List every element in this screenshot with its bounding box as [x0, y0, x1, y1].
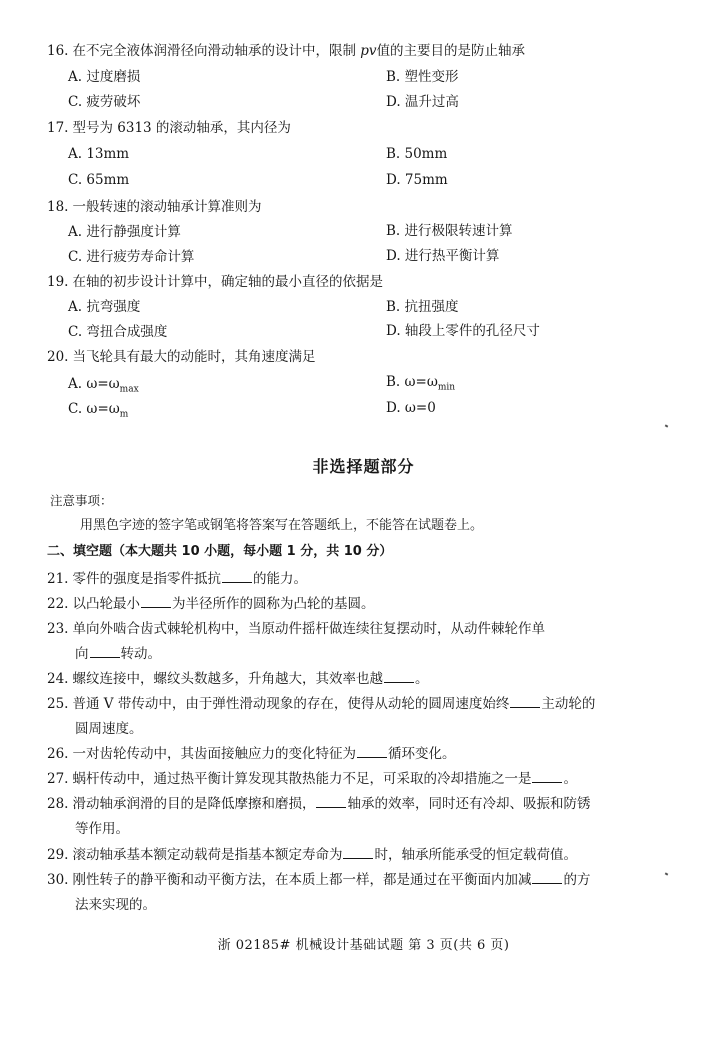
- question-19-option-d: D. 轴段上零件的孔径尺寸: [386, 323, 540, 339]
- question-23: 23. 单向外啮合齿式棘轮机构中，当原动件摇杆做连续往复摆动时，从动件棘轮作单: [47, 621, 545, 637]
- scan-speck: [665, 872, 669, 875]
- question-18-option-c: C. 进行疲劳寿命计算: [68, 249, 195, 265]
- question-16-option-d: D. 温升过高: [386, 94, 459, 110]
- question-23-continued: 向 转动。: [75, 646, 161, 662]
- question-17-option-b: B. 50mm: [386, 146, 448, 162]
- scan-speck: [665, 424, 669, 427]
- question-25-continued: 圆周速度。: [75, 721, 143, 737]
- answer-blank: [532, 770, 562, 783]
- question-16-option-b: B. 塑性变形: [386, 69, 459, 85]
- question-19-option-a: A. 抗弯强度: [68, 299, 141, 315]
- answer-blank: [532, 871, 562, 884]
- question-28: 28. 滑动轴承润滑的目的是降低摩擦和磨损， 轴承的效率，同时还有冷却、吸振和防锈: [47, 796, 591, 812]
- question-20-stem: 20. 当飞轮具有最大的动能时，其角速度满足: [47, 349, 316, 365]
- question-17-option-a: A. 13mm: [68, 146, 130, 162]
- question-18-option-b: B. 进行极限转速计算: [386, 223, 513, 239]
- answer-blank: [343, 846, 373, 859]
- question-28-continued: 等作用。: [75, 821, 129, 837]
- question-20-option-b: B. $\omega=\omega_{min}$: [386, 374, 456, 393]
- question-18-stem: 18. 一般转速的滚动轴承计算准则为: [47, 199, 262, 215]
- answer-blank: [357, 745, 387, 758]
- question-22: 22. 以凸轮最小 为半径所作的圆称为凸轮的基圆。: [47, 596, 375, 612]
- question-29: 29. 滚动轴承基本额定动载荷是指基本额定寿命为 时，轴承所能承受的恒定载荷值。: [47, 847, 577, 863]
- question-19-option-c: C. 弯扭合成强度: [68, 324, 168, 340]
- question-21: 21. 零件的强度是指零件抵抗 的能力。: [47, 571, 307, 587]
- question-24: 24. 螺纹连接中，螺纹头数越多，升角越大，其效率也越 。: [47, 671, 429, 687]
- question-18-option-d: D. 进行热平衡计算: [386, 248, 500, 264]
- question-20-option-d: D. ω=0: [386, 400, 436, 416]
- question-27: 27. 蜗杆传动中，通过热平衡计算发现其散热能力不足，可采取的冷却措施之一是 。: [47, 771, 577, 787]
- answer-blank: [384, 670, 414, 683]
- notice-body: 用黑色字迹的签字笔或钢笔将答案写在答题纸上，不能答在试题卷上。: [80, 518, 484, 533]
- answer-blank: [90, 645, 120, 658]
- answer-blank: [222, 570, 252, 583]
- question-18-option-a: A. 进行静强度计算: [68, 224, 181, 240]
- part-two-heading: 二、填空题（本大题共 10 小题，每小题 1 分，共 10 分）: [47, 544, 393, 559]
- question-17-option-c: C. 65mm: [68, 172, 130, 188]
- question-16-option-a: A. 过度磨损: [68, 69, 141, 85]
- answer-blank: [141, 595, 171, 608]
- question-17-stem: 17. 型号为 6313 的滚动轴承，其内径为: [47, 120, 291, 136]
- question-26: 26. 一对齿轮传动中，其齿面接触应力的变化特征为 循环变化。: [47, 746, 456, 762]
- question-16-stem: 16. 在不完全液体润滑径向滑动轴承的设计中，限制 pv值的主要目的是防止轴承: [47, 43, 526, 59]
- question-19-stem: 19. 在轴的初步设计计算中，确定轴的最小直径的依据是: [47, 274, 383, 290]
- question-25: 25. 普通 V 带传动中，由于弹性滑动现象的存在，使得从动轮的圆周速度始终 主动轮的: [47, 696, 596, 712]
- question-30-continued: 法来实现的。: [75, 897, 156, 913]
- section-title: 非选择题部分: [312, 457, 415, 476]
- question-20-option-c: C. $\omega=\omega_m$: [68, 401, 129, 420]
- page-footer: 浙 02185# 机械设计基础试题 第 3 页(共 6 页): [217, 938, 510, 953]
- notice-heading: 注意事项：: [50, 493, 113, 508]
- question-17-option-d: D. 75mm: [386, 172, 448, 188]
- question-30: 30. 刚性转子的静平衡和动平衡方法，在本质上都一样，都是通过在平衡面内加减 的方: [47, 872, 591, 888]
- question-20-option-a: A. $\omega=\omega_{max}$: [68, 376, 139, 395]
- question-19-option-b: B. 抗扭强度: [386, 299, 459, 315]
- question-16-option-c: C. 疲劳破坏: [68, 94, 141, 110]
- answer-blank: [316, 795, 346, 808]
- answer-blank: [510, 695, 540, 708]
